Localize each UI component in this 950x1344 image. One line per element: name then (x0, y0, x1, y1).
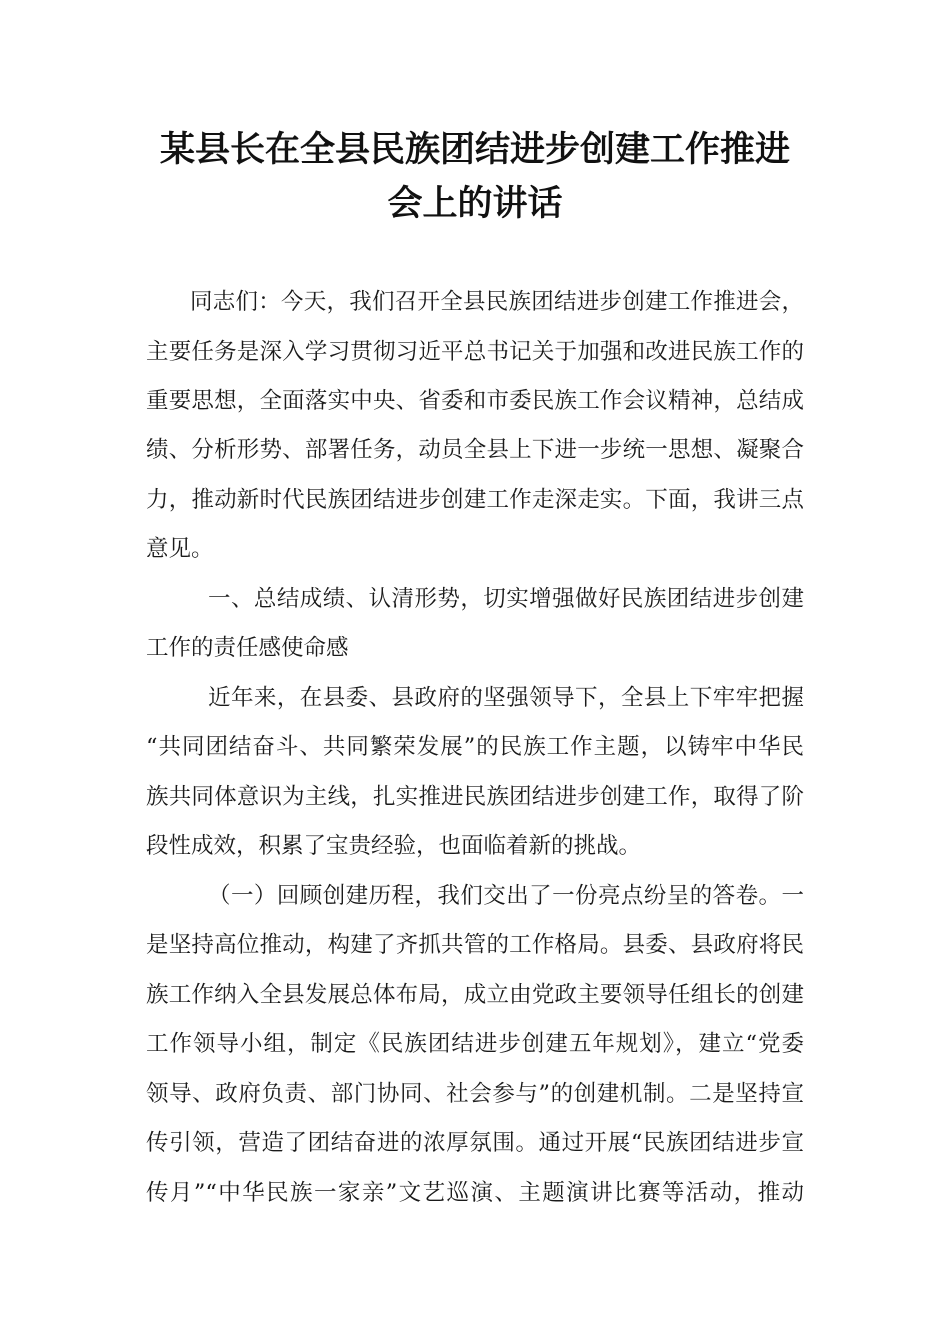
paragraph-line: “共同团结奋斗、共同繁荣发展”的民族工作主题，以铸牢中华民 (146, 734, 804, 760)
paragraph-line: 族共同体意识为主线，扎实推进民族团结进步创建工作，取得了阶 (146, 784, 804, 810)
paragraph-line: 是坚持高位推动，构建了齐抓共管的工作格局。县委、县政府将民 (146, 932, 804, 958)
document-title-line-2: 会上的讲话 (387, 184, 563, 224)
paragraph-line: 主要任务是深入学习贯彻习近平总书记关于加强和改进民族工作的 (146, 339, 804, 365)
paragraph-line: 重要思想，全面落实中央、省委和市委民族工作会议精神，总结成 (146, 388, 804, 414)
paragraph-line: 领导、政府负责、部门协同、社会参与”的创建机制。二是坚持宣 (146, 1081, 804, 1107)
paragraph-line: 传引领，营造了团结奋进的浓厚氛围。通过开展“民族团结进步宣 (146, 1130, 804, 1156)
paragraph-line: 传月”“中华民族一家亲”文艺巡演、主题演讲比赛等活动，推动 (146, 1180, 804, 1206)
document-title-line-1: 某县长在全县民族团结进步创建工作推进 (159, 130, 790, 170)
paragraph-line: 工作领导小组，制定《民族团结进步创建五年规划》，建立“党委 (146, 1031, 804, 1057)
paragraph-line: 力，推动新时代民族团结进步创建工作走深走实。下面，我讲三点 (146, 487, 804, 513)
paragraph-line: 近年来，在县委、县政府的坚强领导下，全县上下牢牢把握 (208, 685, 804, 711)
paragraph-line: （一）回顾创建历程，我们交出了一份亮点纷呈的答卷。一 (208, 883, 804, 909)
section-heading-line: 一、总结成绩、认清形势，切实增强做好民族团结进步创建 (208, 586, 804, 612)
paragraph-line: 意见。 (146, 536, 214, 562)
paragraph-line: 族工作纳入全县发展总体布局，成立由党政主要领导任组长的创建 (146, 982, 804, 1008)
section-heading-line: 工作的责任感使命感 (146, 635, 349, 661)
paragraph-line: 绩、分析形势、部署任务，动员全县上下进一步统一思想、凝聚合 (146, 437, 804, 463)
paragraph-line: 同志们：今天，我们召开全县民族团结进步创建工作推进会， (190, 289, 804, 315)
paragraph-line: 段性成效，积累了宝贵经验，也面临着新的挑战。 (146, 833, 642, 859)
